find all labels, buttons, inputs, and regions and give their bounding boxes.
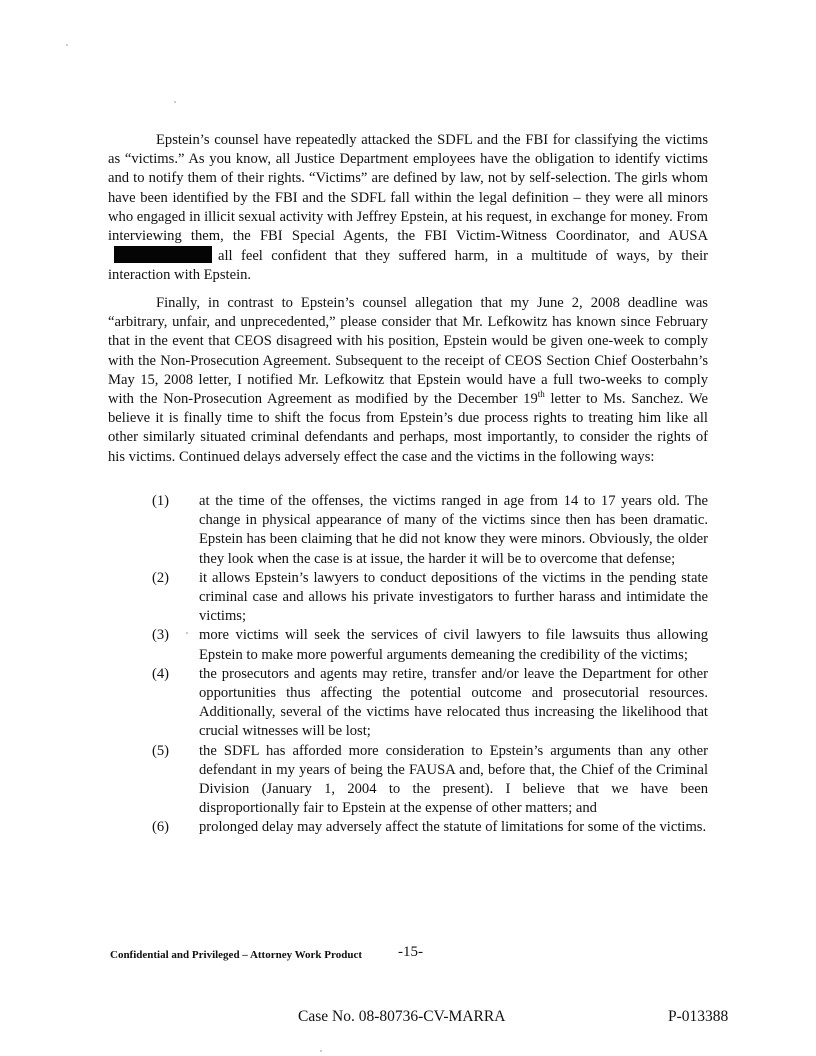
paragraph-text: letter to Ms. Sanchez. We believe it is finally time to shift the focus from Epstein’s due process rights to treating him like all other similarly situated criminal defendants and perhaps, most importantly, to consider the rights of his victims. Continued delays adversely effect the case and the victims in the following ways:: [108, 391, 708, 465]
list-item-number: (2): [152, 569, 170, 586]
paragraph-text: Finally, in contrast to Epstein’s counsel allegation that my June 2, 2008 deadline was “arbitrary, unfair, and unprecedented,” please consider that Mr. Lefkowitz has known since February that in the event that CEOS disagreed with his position, Epstein would be given one-week to comply with the Non-Prosecution Agreement. Subsequent to the receipt of CEOS Section Chief Oosterbahn’s May 15, 2008 letter, I notified Mr. Lefkowitz that Epstein would have a full two-weeks to comply with the Non-Prosecution Agreement as modified by the December 19: [108, 295, 708, 408]
page-number: -15-: [398, 944, 423, 960]
paragraph-text: all feel confident that they suffered harm, in a multitude of ways, by their interaction with Epstein.: [108, 248, 708, 284]
list-item-number: (4): [152, 665, 170, 682]
list-item-text: the SDFL has afforded more consideration to Epstein’s arguments than any other defendant in my years of being the FAUSA and, before that, the Chief of the Criminal Division (January 1, 2004 to the present). I believe that we have been disproportionally fair to Epstein at the expense of other matters; and: [199, 742, 708, 817]
list-item-text: at the time of the offenses, the victims ranged in age from 14 to 17 years old. The change in physical appearance of many of the victims since then has been dramatic. Epstein has been claiming that he did not know they were minors. Obviously, the older they look when the case is at issue, the harder it will be to overcome that defense;: [199, 493, 708, 567]
paragraph-victims-classification: [108, 131, 708, 286]
list-item: [108, 665, 708, 742]
list-item-text: prolonged delay may adversely affect the statute of limitations for some of the victims.: [199, 819, 707, 836]
list-item: [108, 818, 708, 837]
list-item-text: more victims will seek the services of civil lawyers to file lawsuits thus allowing Epstein to make more powerful arguments demeaning the credibility of the victims;: [199, 627, 708, 663]
scan-speck: [174, 101, 176, 103]
list-item: [108, 626, 708, 664]
paragraph-deadline: [108, 294, 708, 467]
list-item: [108, 569, 708, 627]
bates-number: P-013388: [668, 1008, 729, 1025]
list-item-number: (5): [152, 742, 170, 759]
list-item: [108, 492, 708, 569]
list-item-number: (6): [152, 819, 170, 836]
scan-speck: [66, 44, 68, 46]
case-number: Case No. 08-80736-CV-MARRA: [298, 1008, 506, 1025]
redaction-block: [114, 246, 212, 263]
scan-speck: [320, 1050, 322, 1052]
list-item-number: (1): [152, 493, 170, 509]
numbered-list: [108, 492, 708, 838]
list-item-text: it allows Epstein’s lawyers to conduct depositions of the victims in the pending state criminal case and allows his private investigators to further harass and intimidate the victims;: [199, 569, 708, 625]
confidential-label: Confidential and Privileged – Attorney Work Product: [110, 949, 362, 961]
list-item-number: (3): [152, 627, 170, 644]
ordinal-superscript: th: [537, 389, 545, 400]
list-item: [108, 742, 708, 819]
list-item-text: the prosecutors and agents may retire, transfer and/or leave the Department for other opportunities thus affecting the potential outcome and prosecutorial resources. Additionally, several of the victims have relocated thus increasing the likelihood that crucial witnesses will be lost;: [199, 665, 708, 740]
paragraph-text: Epstein’s counsel have repeatedly attacked the SDFL and the FBI for classifying the victims as “victims.” As you know, all Justice Department employees have the obligation to identify victims and to notify them of their rights. “Victims” are defined by law, not by self-selection. The girls whom have been identified by the FBI and the SDFL fall within the legal definition – they were all minors who engaged in illicit sexual activity with Jeffrey Epstein, at his request, in exchange for money. From interviewing them, the FBI Special Agents, the FBI Victim-Witness Coordinator, and AUSA: [108, 132, 708, 245]
